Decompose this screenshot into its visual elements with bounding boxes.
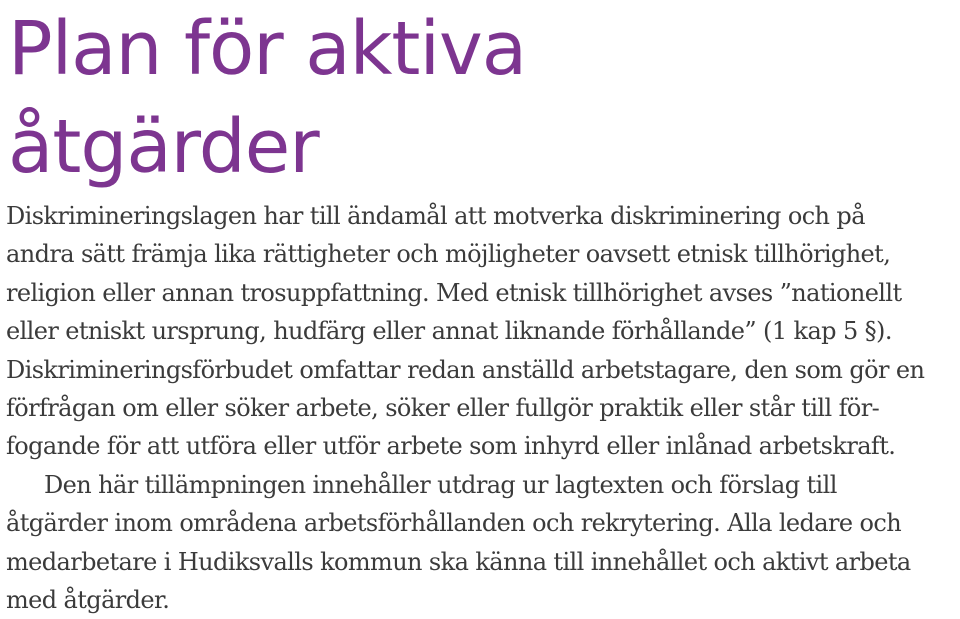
paragraph-line: Den här tillämpningen innehåller utdrag ur lagtexten och förslag till (44, 470, 837, 499)
body-text (6, 197, 960, 619)
paragraph-line: åtgärder inom områdena arbetsförhållanden och rekrytering. Alla ledare och (6, 509, 902, 538)
paragraph-line: förfrågan om eller söker arbete, söker eller fullgör praktik eller står till för- (6, 394, 880, 423)
paragraph-line: med åtgärder. (6, 586, 170, 615)
title-line-1: Plan för aktiva (8, 6, 527, 92)
paragraph-line: fogande för att utföra eller utför arbete som inhyrd eller inlånad arbetskraft. (6, 432, 896, 461)
paragraph-line: Diskrimineringslagen har till ändamål att motverka diskriminering och på (6, 202, 865, 230)
paragraph-line: eller etniskt ursprung, hudfärg eller annat liknande förhållande” (1 kap 5 §). (6, 317, 892, 346)
paragraph-2 (6, 466, 960, 619)
paragraph-line: religion eller annan trosuppfattning. Med etnisk tillhörighet avses ”nationellt (6, 278, 902, 307)
title-line-2: åtgärder (8, 104, 319, 190)
page-title (8, 0, 526, 196)
paragraph-1 (6, 197, 960, 466)
paragraph-line: Diskrimineringsförbudet omfattar redan anställd arbetstagare, den som gör en (6, 355, 925, 384)
paragraph-line: andra sätt främja lika rättigheter och möjligheter oavsett etnisk tillhörighet, (6, 240, 891, 269)
paragraph-line: medarbetare i Hudiksvalls kommun ska känna till innehållet och aktivt arbeta (6, 547, 911, 576)
